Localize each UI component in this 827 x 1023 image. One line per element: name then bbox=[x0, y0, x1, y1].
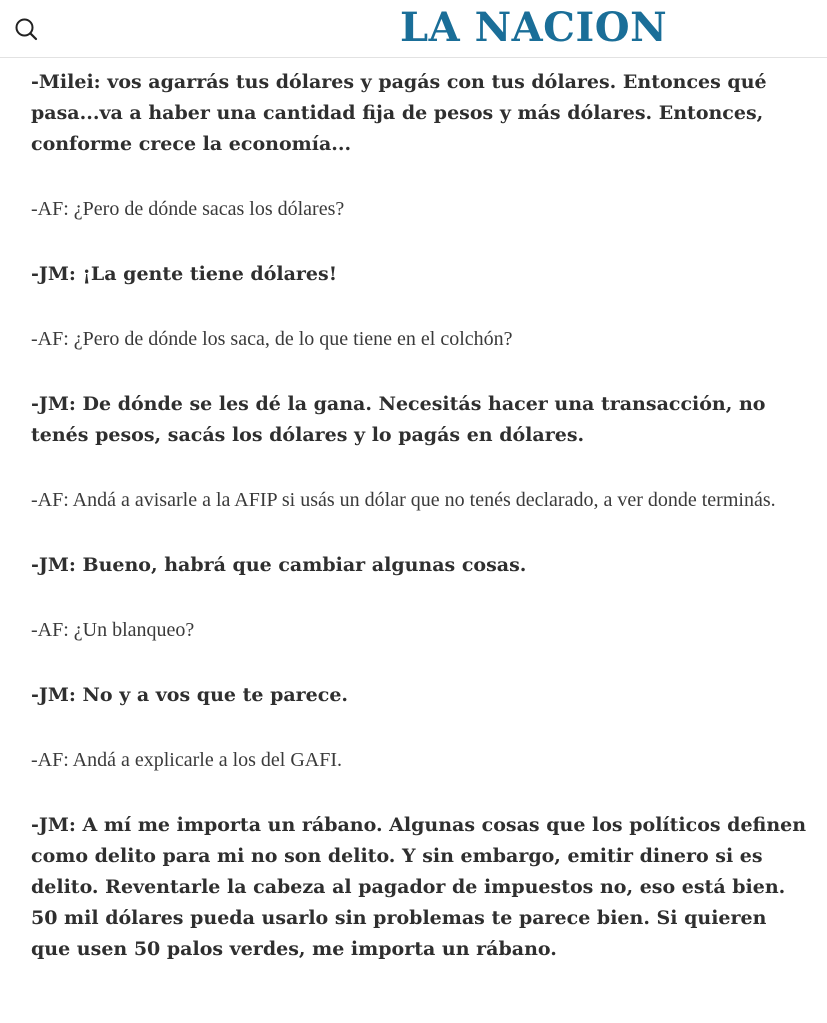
top-bar bbox=[0, 0, 827, 58]
paragraph-10: -JM: A mí me importa un rábano. Algunas cosas que los políticos definen como delito para mi no son delito. Y sin embargo, emitir dinero si es delito. Reventarle la cabeza al pagador de impuestos no, eso está bien. 50 mil dólares pueda usarlo sin problemas te parece bien. Si quieren que usen 50 palos verdes, me importa un rábano. bbox=[31, 814, 807, 960]
article-body bbox=[31, 67, 811, 999]
paragraph-3: -AF: ¿Pero de dónde los saca, de lo que tiene en el colchón? bbox=[31, 328, 513, 350]
paragraph-7: -AF: ¿Un blanqueo? bbox=[31, 619, 195, 641]
paragraph-2: -JM: ¡La gente tiene dólares! bbox=[31, 263, 338, 285]
paragraph-8: -JM: No y a vos que te parece. bbox=[31, 684, 349, 706]
search-icon[interactable] bbox=[10, 13, 42, 45]
paragraph-6: -JM: Bueno, habrá que cambiar algunas cosas. bbox=[31, 554, 527, 576]
paragraph-9: -AF: Andá a explicarle a los del GAFI. bbox=[31, 749, 343, 771]
paragraph-1: -AF: ¿Pero de dónde sacas los dólares? bbox=[31, 198, 345, 220]
paragraph-5: -AF: Andá a avisarle a la AFIP si usás un dólar que no tenés declarado, a ver donde terminás. bbox=[31, 489, 776, 511]
paragraph-4: -JM: De dónde se les dé la gana. Necesitás hacer una transacción, no tenés pesos, sacás los dólares y lo pagás en dólares. bbox=[31, 393, 766, 446]
paragraph-0: -Milei: vos agarrás tus dólares y pagás con tus dólares. Entonces qué pasa...va a haber una cantidad fija de pesos y más dólares. Entonces, conforme crece la economía... bbox=[31, 71, 767, 155]
site-logo[interactable]: LA NACION bbox=[400, 4, 668, 51]
